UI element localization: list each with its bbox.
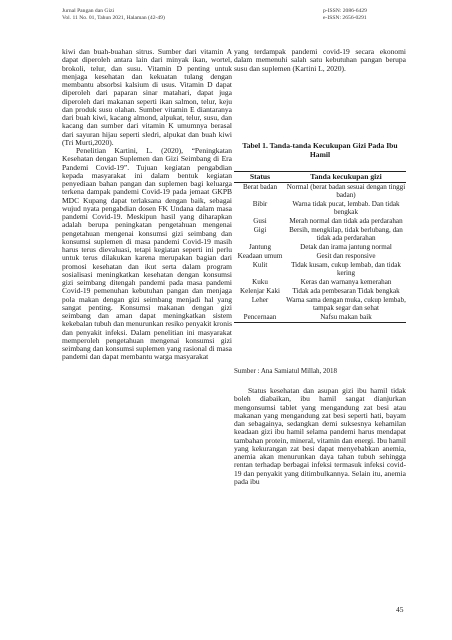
table-row (234, 183, 406, 201)
table-cell-status: Leher (251, 296, 269, 304)
table-cell-status: Berat badan (242, 183, 278, 191)
eissn: e-ISSN: 2656-0291 (323, 15, 367, 21)
table-cell-status: Keadaan umum (237, 252, 283, 260)
pissn: p-ISSN: 2086-6429 (323, 8, 367, 14)
table-row (234, 252, 406, 261)
table-row (234, 217, 406, 226)
table-cell-indicator: Normal (berat badan sesuai dengan tinggi badan) (286, 183, 406, 199)
right-paragraph-1: yang terdampak pandemi covid-19 secara ekonomi dalam memenuhi salah satu kebutuhan pangan berupa susu dan suplemen (Kartini L, 2020). (234, 47, 406, 73)
table-cell-indicator: Gesit dan responsive (316, 252, 376, 260)
right-paragraph-2: Status kesehatan dan asupan gizi ibu hamil tidak boleh diabaikan, ibu hamil sangat dianjurkan mengonsumsi tablet yang mengandung zat besi atau makanan yang mengandung zat besi seperti hati, bayam dan sebagainya, sedangkan demi suksesnya kehamilan keadaan gizi ibu hamil selama pandemi harus mendapat tambahan protein, mineral, vitamin dan energi. Ibu hamil yang kekurangan zat besi dapat menyebabkan anemia, anemia akan menurunkan daya tahan tubuh sehingga rentan terhadap berbagai infeksi termasuk infeksi covid-19 dan penyakit yang ditimbulkannya. Selain itu, anemia pada ibu (234, 386, 406, 486)
table-row (234, 313, 406, 323)
right-column-bottom (234, 387, 406, 486)
table-cell-status: Pencernaan (234, 313, 286, 323)
table-cell-status: Gigi (253, 226, 267, 234)
table-title: Tabel 1. Tanda-tanda Kecukupan Gizi Pada Ibu Hamil (242, 141, 398, 159)
nutrition-table (234, 171, 406, 323)
table-cell-status: Gusi (253, 217, 267, 225)
table-row (234, 296, 406, 313)
table-cell-indicator: Tidak ada pembesaran Tidak bengkak (292, 287, 400, 295)
table-header-indicator: Tanda kecukupan gizi (286, 172, 406, 183)
table-source: Sumber : Ana Samiatul Millah, 2018 (234, 367, 338, 375)
table-cell-indicator: Merah normal dan tidak ada perdarahan (289, 217, 403, 225)
table-cell-indicator: Bersih, mengkilap, tidak berlubang, dan tidak ada perdarahan (289, 226, 403, 242)
page-number: 45 (396, 605, 404, 614)
table-cell-indicator: Nafsu makan baik (286, 313, 406, 323)
left-paragraph-2: Penelitian Kartini, L. (2020), “Peningkatan Kesehatan dengan Suplemen dan Gizi Seimbang di Era Pandemi Covid-19”. Tujuan kegiatan pengabdian kepada masyarakat ini dalam bentuk kegiatan penyediaan bahan pangan dan suplemen bagi keluarga terkena dampak pandemi Covid-19 pada jemaat GKPB MDC Kupang dapat terlaksana dengan baik, sebagai wujud nyata pengabdian dosen FK Undana dalam masa pandemi Covid-19. Meskipun hasil yang diharapkan adalah berupa peningkatan pengetahuan mengenai pengetahuan mengenai konsumsi gizi seimbang dan konsumsi suplemen di masa pandemi Covid-19 masih harus terus dievaluasi, tetapi kegiatan seperti ini perlu untuk terus dilakukan karena merupakan bagian dari promosi kesehatan dan ikut serta dalam program sosialisasi meningkatkan kesehatan dengan konsumsi gizi seimbang ditengah pandemi pada masa pandemi Covid-19 pemenuhan kebutuhan pangan dan menjaga pola makan dengan gizi seimbang menjadi hal yang sangat penting. Konsumsi makanan dengan gizi seimbang dan aman dapat meningkatkan sistem kekebalan tubuh dan menurunkan resiko penyakit kronis dan penyakit infeksi. Dalam penelitian ini masyarakat memperoleh pengetahuan mengenai konsumsi gizi seimbang dan konsumsi suplemen yang rasional di masa pandemi dan dapat membantu warga masyarakat (62, 146, 232, 362)
journal-volume: Vol. 11 No. 01, Tahun 2021, Halaman (42-49) (62, 15, 165, 21)
table-cell-indicator: Keras dan warnanya kemerahan (300, 278, 392, 286)
table-cell-indicator: Tidak kusam, cukup lembab, dan tidak kering (291, 261, 401, 277)
table-cell-indicator: Warna tidak pucat, lembab. Dan tidak bengkak (292, 200, 400, 216)
left-paragraph-1: kiwi dan buah-buahan sitrus. Sumber dari vitamin A dapat diperoleh antara lain dari minyak ikan, wortel, brokoli, telur, dan susu. Vitamin D penting untuk menjaga kesehatan dan kekuatan tulang dengan membantu absorbsi kalsium di usus. Vitamin D dapat diperoleh dari paparan sinar matahari, dapat juga diperoleh dari makanan seperti ikan salmon, telur, keju dan produk susu olahan. Sumber vitamin E diantaranya dari buah kiwi, kacang almond, alpukat, telur, susu, dan kacang dan sumber dari vitamin K umumnya berasal dari sayuran hijau seperti sledri, alpukat dan buah kiwi (Tri Murti,2020). (62, 47, 232, 147)
table-row (234, 226, 406, 243)
table-header-status: Status (234, 172, 286, 183)
table-row (234, 261, 406, 278)
table-row (234, 287, 406, 296)
table-cell-status: Kulit (252, 261, 268, 269)
table-cell-indicator: Warna sama dengan muka, cukup lembab, tampak segar dan sehat (286, 296, 406, 312)
table-row (234, 243, 406, 252)
table-cell-status: Bibir (252, 200, 268, 208)
journal-header-left (62, 8, 165, 22)
table-row (234, 278, 406, 287)
table-cell-indicator: Detak dan irama jantung normal (300, 243, 392, 251)
table-cell-status: Kelenjar Kaki (240, 287, 280, 295)
left-column (62, 48, 232, 362)
table-row (234, 200, 406, 217)
table-cell-status: Kuku (252, 278, 268, 286)
right-column-top (234, 48, 406, 73)
journal-header-right (323, 8, 367, 22)
journal-name: Jurnal Pangan dan Gizi (62, 8, 115, 14)
table-cell-status: Jantung (248, 243, 272, 251)
